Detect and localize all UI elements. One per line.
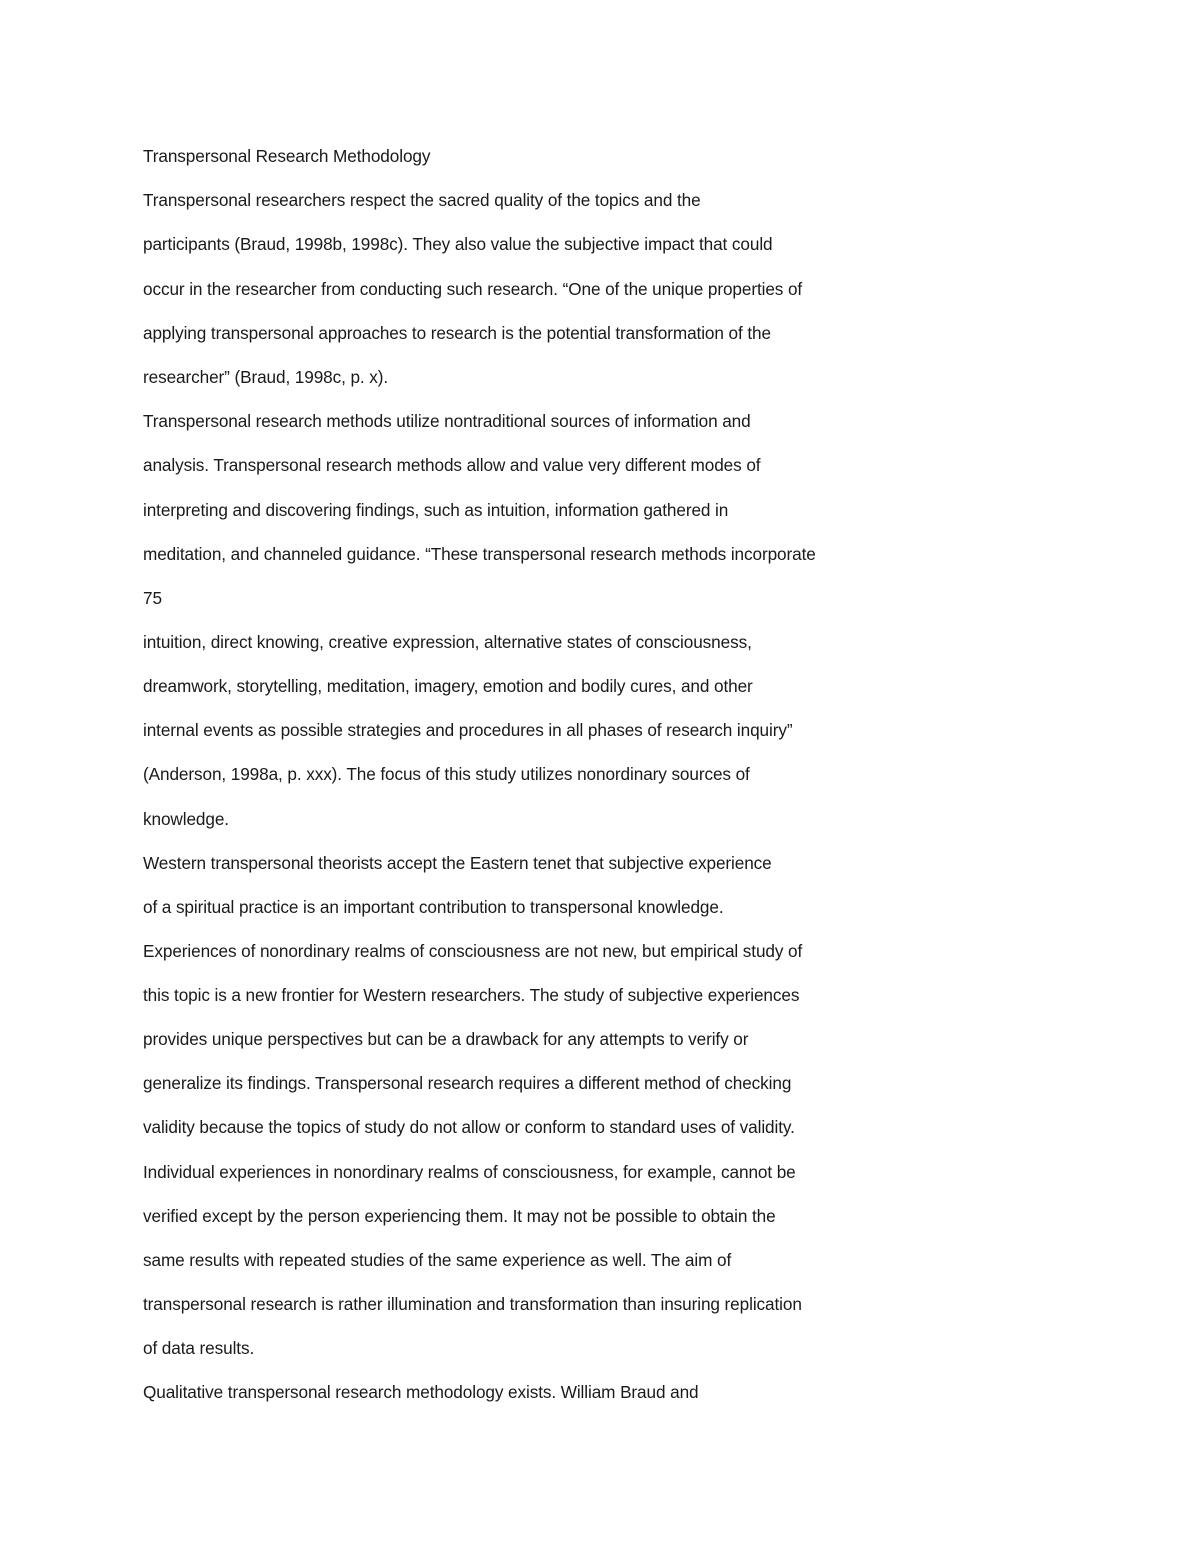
text-line: verified except by the person experiencing them. It may not be possible to obtain the	[143, 1206, 776, 1226]
text-line: transpersonal research is rather illumination and transformation than insuring replication	[143, 1294, 802, 1314]
text-line: provides unique perspectives but can be a drawback for any attempts to verify or	[143, 1029, 749, 1049]
text-line: applying transpersonal approaches to research is the potential transformation of the	[143, 323, 771, 343]
text-line: intuition, direct knowing, creative expression, alternative states of consciousness,	[143, 632, 752, 652]
page-number: 75	[143, 588, 162, 608]
text-line: Qualitative transpersonal research methodology exists. William Braud and	[143, 1382, 699, 1402]
text-line: participants (Braud, 1998b, 1998c). They also value the subjective impact that could	[143, 234, 773, 254]
text-line: analysis. Transpersonal research methods allow and value very different modes of	[143, 455, 761, 475]
text-line: internal events as possible strategies and procedures in all phases of research inquiry”	[143, 720, 793, 740]
text-line: validity because the topics of study do not allow or conform to standard uses of validity.	[143, 1117, 795, 1137]
text-line: interpreting and discovering findings, such as intuition, information gathered in	[143, 500, 729, 520]
text-line: Transpersonal researchers respect the sacred quality of the topics and the	[143, 190, 701, 210]
text-line: same results with repeated studies of the same experience as well. The aim of	[143, 1250, 732, 1270]
text-line: of a spiritual practice is an important contribution to transpersonal knowledge.	[143, 897, 724, 917]
text-line: dreamwork, storytelling, meditation, imagery, emotion and bodily cures, and other	[143, 676, 753, 696]
section-heading: Transpersonal Research Methodology	[143, 146, 431, 166]
text-line: of data results.	[143, 1338, 255, 1358]
text-line: Experiences of nonordinary realms of consciousness are not new, but empirical study of	[143, 941, 803, 961]
text-line: Transpersonal research methods utilize nontraditional sources of information and	[143, 411, 751, 431]
text-line: generalize its findings. Transpersonal research requires a different method of checking	[143, 1073, 792, 1093]
text-line: Individual experiences in nonordinary realms of consciousness, for example, cannot be	[143, 1162, 796, 1182]
text-line: researcher” (Braud, 1998c, p. x).	[143, 367, 389, 387]
text-line: Western transpersonal theorists accept the Eastern tenet that subjective experience	[143, 853, 772, 873]
text-line: knowledge.	[143, 809, 229, 829]
text-line: this topic is a new frontier for Western researchers. The study of subjective experiences	[143, 985, 800, 1005]
text-line: (Anderson, 1998a, p. xxx). The focus of this study utilizes nonordinary sources of	[143, 764, 750, 784]
text-line: meditation, and channeled guidance. “These transpersonal research methods incorporate	[143, 544, 816, 564]
text-line: occur in the researcher from conducting such research. “One of the unique properties of	[143, 279, 803, 299]
